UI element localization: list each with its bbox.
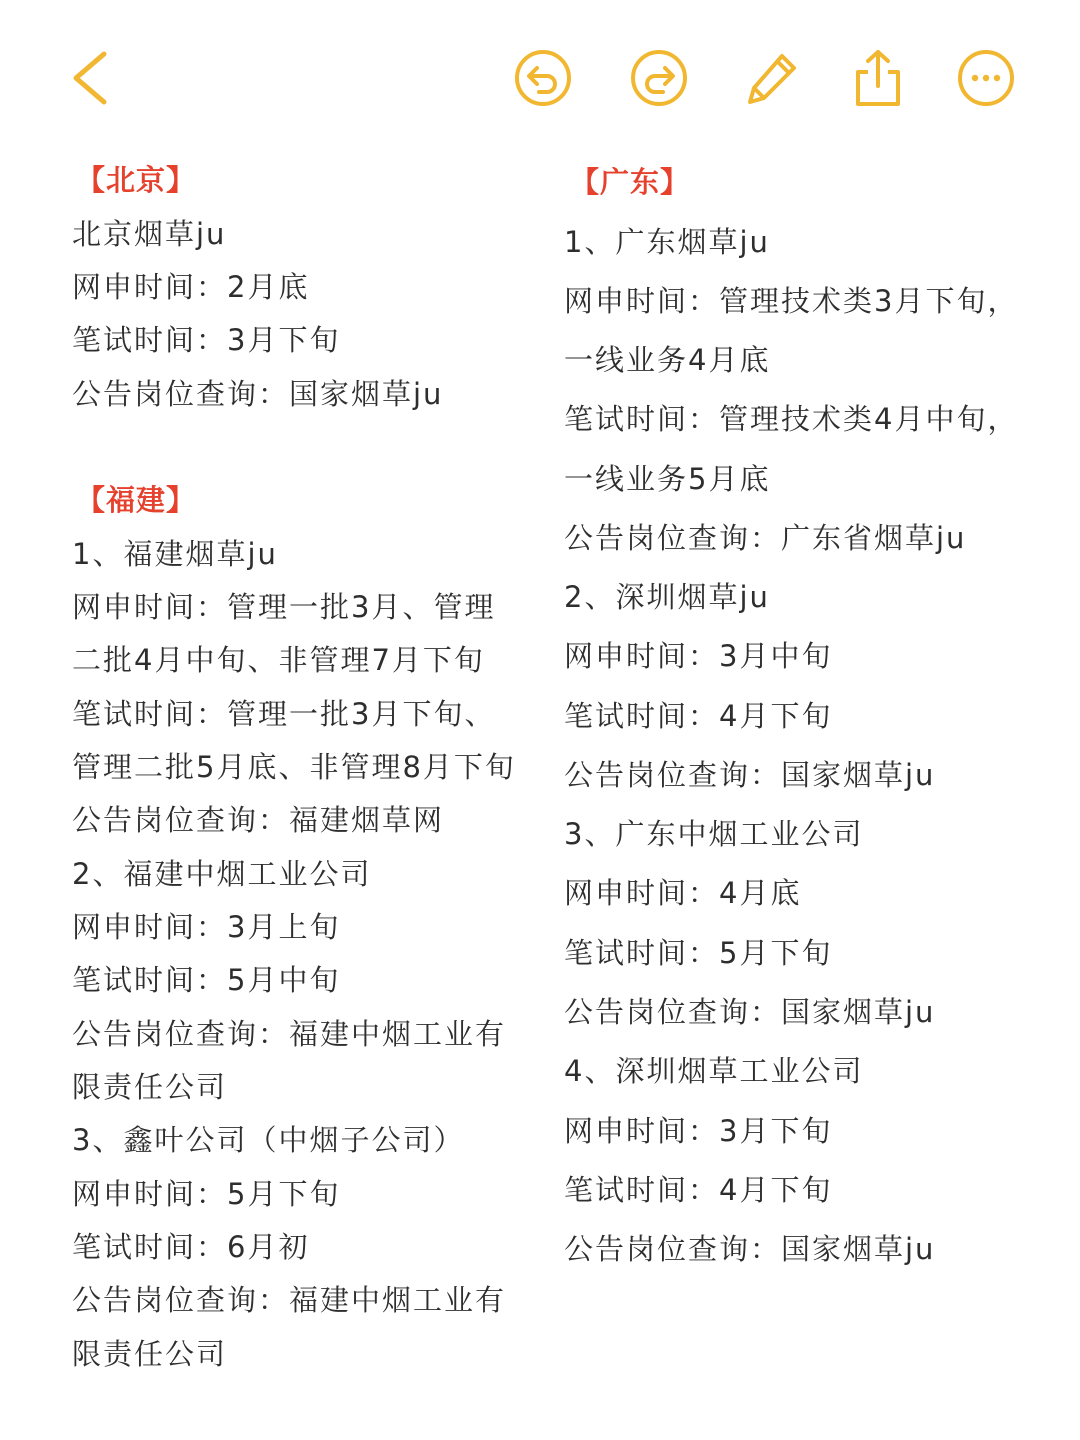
guangdong-line: 公告岗位查询：国家烟草ju bbox=[564, 995, 936, 1029]
guangdong-line: 笔试时间：4月下旬 bbox=[564, 1173, 833, 1207]
beijing-line: 网申时间：2月底 bbox=[72, 270, 310, 304]
fujian-line: 笔试时间：5月中旬 bbox=[72, 963, 341, 997]
section-heading-fujian: 【福建】 bbox=[76, 483, 197, 517]
guangdong-line: 一线业务5月底 bbox=[564, 462, 771, 496]
guangdong-line: 网申时间：3月中旬 bbox=[564, 639, 833, 673]
guangdong-line: 公告岗位查询：国家烟草ju bbox=[564, 758, 936, 792]
guangdong-line: 笔试时间：管理技术类4月中旬， bbox=[564, 402, 1019, 436]
beijing-line: 笔试时间：3月下旬 bbox=[72, 323, 341, 357]
fujian-line: 网申时间：5月下旬 bbox=[72, 1177, 341, 1211]
beijing-line: 公告岗位查询：国家烟草ju bbox=[72, 377, 444, 411]
fujian-line: 公告岗位查询：福建中烟工业有 bbox=[72, 1017, 507, 1051]
guangdong-line: 网申时间：3月下旬 bbox=[564, 1114, 833, 1148]
beijing-line: 北京烟草ju bbox=[72, 217, 227, 251]
undo-icon[interactable] bbox=[513, 48, 573, 108]
fujian-line: 限责任公司 bbox=[72, 1337, 228, 1371]
guangdong-line: 4、深圳烟草工业公司 bbox=[564, 1054, 864, 1088]
pencil-icon[interactable] bbox=[744, 50, 800, 106]
guangdong-line: 1、广东烟草ju bbox=[564, 225, 770, 259]
fujian-line: 二批4月中旬、非管理7月下旬 bbox=[72, 643, 485, 677]
back-chevron-icon[interactable] bbox=[66, 48, 114, 108]
guangdong-line: 笔试时间：5月下旬 bbox=[564, 936, 833, 970]
guangdong-line: 笔试时间：4月下旬 bbox=[564, 699, 833, 733]
section-heading-guangdong: 【广东】 bbox=[570, 165, 691, 199]
fujian-line: 笔试时间：管理一批3月下旬、 bbox=[72, 697, 496, 731]
more-icon[interactable] bbox=[956, 48, 1016, 108]
share-icon[interactable] bbox=[852, 48, 904, 108]
toolbar bbox=[0, 0, 1080, 150]
fujian-line: 3、鑫叶公司（中烟子公司） bbox=[72, 1123, 465, 1157]
guangdong-line: 公告岗位查询：广东省烟草ju bbox=[564, 521, 967, 555]
fujian-line: 网申时间：3月上旬 bbox=[72, 910, 341, 944]
guangdong-line: 2、深圳烟草ju bbox=[564, 580, 770, 614]
guangdong-line: 3、广东中烟工业公司 bbox=[564, 817, 864, 851]
guangdong-line: 网申时间：4月底 bbox=[564, 876, 802, 910]
fujian-line: 1、福建烟草ju bbox=[72, 537, 278, 571]
section-heading-beijing: 【北京】 bbox=[76, 163, 197, 197]
fujian-line: 公告岗位查询：福建烟草网 bbox=[72, 803, 445, 837]
fujian-line: 2、福建中烟工业公司 bbox=[72, 857, 372, 891]
fujian-line: 限责任公司 bbox=[72, 1070, 228, 1104]
guangdong-line: 一线业务4月底 bbox=[564, 343, 771, 377]
guangdong-line: 网申时间：管理技术类3月下旬， bbox=[564, 284, 1019, 318]
fujian-line: 公告岗位查询：福建中烟工业有 bbox=[72, 1283, 507, 1317]
fujian-line: 笔试时间：6月初 bbox=[72, 1230, 310, 1264]
fujian-line: 管理二批5月底、非管理8月下旬 bbox=[72, 750, 516, 784]
guangdong-line: 公告岗位查询：国家烟草ju bbox=[564, 1232, 936, 1266]
fujian-line: 网申时间：管理一批3月、管理 bbox=[72, 590, 496, 624]
redo-icon[interactable] bbox=[629, 48, 689, 108]
